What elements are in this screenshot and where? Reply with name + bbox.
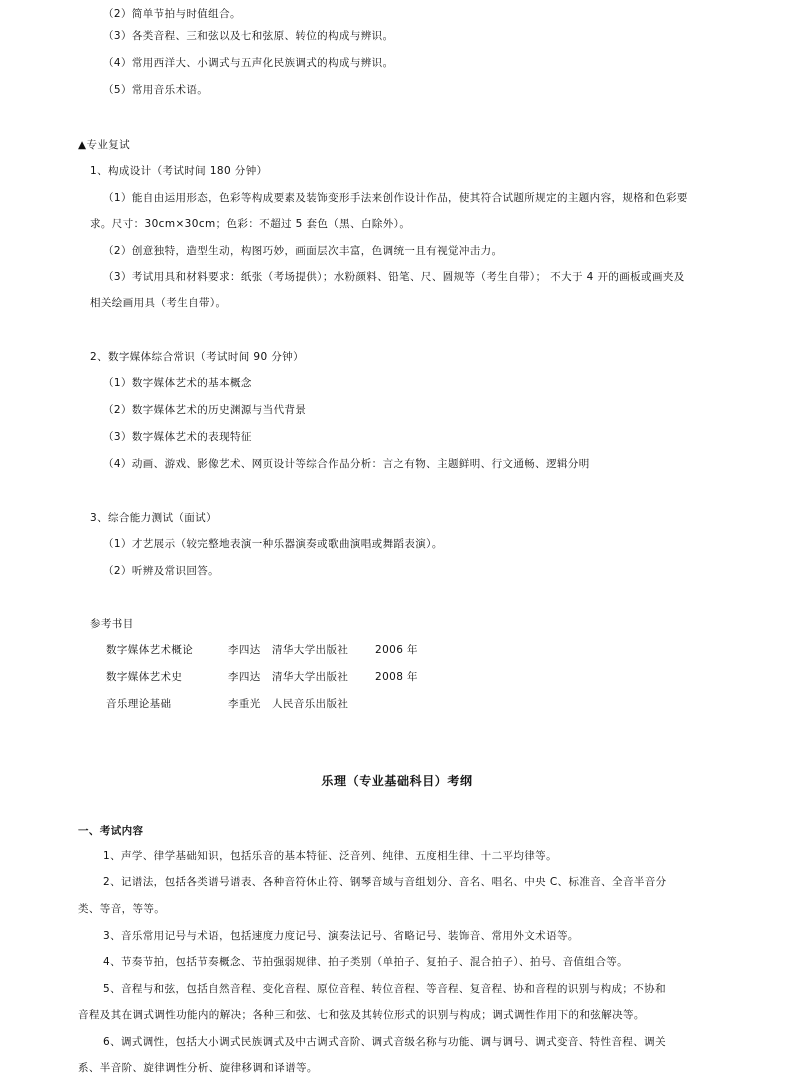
paragraph-line: 系、半音阶、旋律调性分析、旋律移调和译谱等。 [78,1062,318,1074]
book-year: 2008 年 [375,671,418,683]
book-publisher: 清华大学出版社 [272,671,349,683]
list-item: （1）数字媒体艺术的基本概念 [103,377,252,389]
book-publisher: 人民音乐出版社 [272,698,349,710]
section-heading-retest: ▲专业复试 [78,139,131,151]
book-publisher: 清华大学出版社 [272,644,349,656]
list-item: （1）才艺展示（较完整地表演一种乐器演奏或歌曲演唱或舞蹈表演）。 [103,538,443,550]
paragraph-line: （1）能自由运用形态，色彩等构成要素及装饰变形手法来创作设计作品，使其符合试题所规定的主题内容，规格和色彩要 [103,192,688,204]
book-title: 数字媒体艺术史 [106,671,183,683]
paragraph-line: 6、调式调性，包括大小调式民族调式及中古调式音阶、调式音级名称与功能、调与调号、调式变音、特性音程、调关 [103,1036,666,1048]
paragraph-line: 3、音乐常用记号与术语，包括速度力度记号、演奏法记号、省略记号、装饰音、常用外文术语等。 [103,930,579,942]
paragraph-line: （2）创意独特，造型生动，构图巧妙，画面层次丰富，色调统一且有视觉冲击力。 [103,245,503,257]
paragraph-line: 求。尺寸：30cm×30cm；色彩：不超过 5 套色（黑、白除外）。 [90,218,411,230]
paragraph-line: （3）考试用具和材料要求：纸张（考场提供）；水粉颜料、铅笔、尺、圆规等（考生自带）； 不大于 4 开的画板或画夹及 [103,271,685,283]
book-author: 李四达 [228,671,261,683]
book-author: 李重光 [228,698,261,710]
paragraph-line: 5、音程与和弦，包括自然音程、变化音程、原位音程、转位音程、等音程、复音程、协和音程的识别与构成；不协和 [103,983,666,995]
section-heading-exam-content: 一、考试内容 [78,825,144,837]
subsection-title-design: 1、构成设计（考试时间 180 分钟） [90,165,268,177]
paragraph-line: 类、等音，等等。 [78,903,166,915]
subsection-title-digital-media: 2、数字媒体综合常识（考试时间 90 分钟） [90,351,305,363]
book-title: 数字媒体艺术概论 [106,644,194,656]
paragraph-line: 4、节奏节拍，包括节奏概念、节拍强弱规律、拍子类别（单拍子、复拍子、混合拍子）、拍号、音值组合等。 [103,956,629,968]
list-item: （3）数字媒体艺术的表现特征 [103,431,252,443]
list-item: （2）简单节拍与时值组合。 [103,8,241,20]
list-item: （2）数字媒体艺术的历史渊源与当代背景 [103,404,307,416]
book-author: 李四达 [228,644,261,656]
paragraph-line: 1、声学、律学基础知识，包括乐音的基本特征、泛音列、纯律、五度相生律、十二平均律等。 [103,850,557,862]
references-heading: 参考书目 [90,618,134,630]
page-title: 乐理（专业基础科目）考纲 [321,774,473,788]
paragraph-line: 音程及其在调式调性功能内的解决；各种三和弦、七和弦及其转位形式的识别与构成；调式调性作用下的和弦解决等。 [78,1009,645,1021]
list-item: （4）动画、游戏、影像艺术、网页设计等综合作品分析：言之有物、主题鲜明、行文通畅、逻辑分明 [103,458,590,470]
list-item: （2）听辨及常识回答。 [103,565,220,577]
list-item: （4）常用西洋大、小调式与五声化民族调式的构成与辨识。 [103,57,394,69]
subsection-title-ability-test: 3、综合能力测试（面试） [90,512,217,524]
list-item: （5）常用音乐术语。 [103,84,209,96]
list-item: （3）各类音程、三和弦以及七和弦原、转位的构成与辨识。 [103,30,394,42]
paragraph-line: 相关绘画用具（考生自带）。 [90,297,227,309]
paragraph-line: 2、记谱法，包括各类谱号谱表、各种音符休止符、钢琴音域与音组划分、音名、唱名、中央 C、标准音、全音半音分 [103,876,667,888]
book-title: 音乐理论基础 [106,698,172,710]
book-year: 2006 年 [375,644,418,656]
